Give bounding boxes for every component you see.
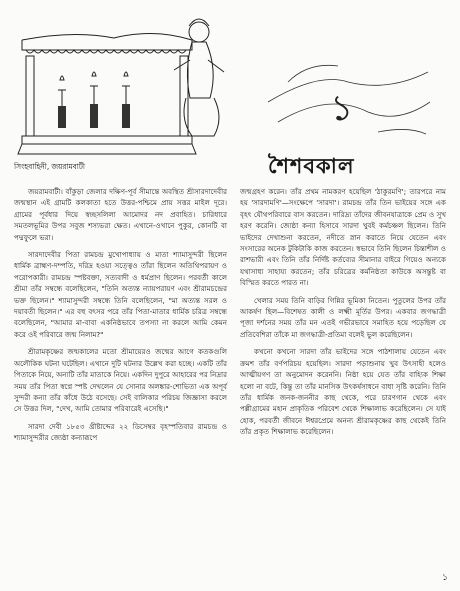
chapter-number: ১ <box>330 88 354 129</box>
right-column <box>240 186 446 444</box>
paragraph: জন্মগ্রহণ করেন। তাঁর প্রথম নামকরণ হয়েছিল 'ঠাকুরমণি'; তারপরে নাম হয় 'সারদামণি'—সংক্ষেপে 'সারদা'। রামচন্দ্র তাঁর তিন ভাইয়ের সঙ্গে এক বৃহৎ যৌথপরিবারে বাস করতেন। দারিদ্র্য তাঁদের জীবনযাত্রাকে প্রেম ও সুখ হরণ করেনি। জ্যেষ্ঠা কন্যা হিসাবে সারদা খুবই কর্মচঞ্চল ছিলেন। তিনি ভাইদের দেখাশুনা করতেন, নদীতে স্নান করাতে নিয়ে যেতেন এবং সংসারের অনেক টুকিটাকি কাজ করতেন। স্বভাবে তিনি ছিলেন চিন্তাশীল ও রাশভারী এবং তিনি তাঁর নির্দিষ্ট কর্তব্যের সীমানার বাইরে গিয়েও অন্যকে যথাসাধ্য সাহায্য করতেন; তাঁর চরিত্রের কর্মনিষ্ঠতা কাউকে অসন্তুষ্ট বা বিস্মিত করতে পারত না। <box>240 187 446 288</box>
paragraph: শ্রীরামকৃষ্ণের জন্মকালের মতো শ্রীমায়েরও জন্মের আগে কতকগুলি অলৌকিক ঘটনা ঘটেছিল। এখানে দুটি ঘটনার উল্লেখ করা হচ্ছে। একটি তাঁর পিতাকে নিয়ে, অন্যটি তাঁর মাতাকে নিয়ে। একদিন দুপুরে আহারের পর নিদ্রার সময় তাঁর পিতা স্বপ্নে স্পষ্ট দেখলেন যে সোনার অলঙ্কার-শোভিতা এক অপূর্ব সুন্দরী কন্যা তাঁর কাঁধে উঠে বসেছে। সেই বালিকার পরিচয় জিজ্ঞাসা করলে সে উত্তর দিল, "দেখ, আমি তোমার পরিবারেই এসেছি।" <box>14 347 227 414</box>
shrine-illustration <box>14 10 232 160</box>
left-column <box>14 186 227 450</box>
paragraph: সারদাদেবীর পিতা রামচন্দ্র মুখোপাধ্যায় ও মাতা শ্যামাসুন্দরী ছিলেন ধার্মিক ব্রাহ্মণ-দম্পতি, দরিদ্র হওয়া সত্ত্বেও তাঁরা ছিলেন অতিথিপরায়ণ ও পরোপকারী। রামচন্দ্র স্পষ্টবক্তা, সত্যবাদী ও ধর্মপ্রাণ ছিলেন। পরবর্তী কালে শ্রীমা তাঁর সম্বন্ধে বলেছিলেন, "তিনি অত্যন্ত ন্যায়পরায়ণ এবং শ্রীরামচন্দ্রের ভক্ত ছিলেন।" শ্যামাসুন্দরী সম্বন্ধে তিনি বলেছিলেন, "মা অত্যন্ত সরল ও দয়াবতী ছিলেন।" এর বহু বৎসর পরে তাঁর পিতা-মাতার ধার্মিক চরিত্র সম্বন্ধে বলেছিলেন, "আমার মা-বাবা একনিষ্ঠভাবে তপস্যা না করলে আমি কেমন করে ওই পরিবারে জন্ম নিলাম?" <box>14 250 227 339</box>
chapter-number-ornament <box>258 52 438 152</box>
paragraph: জয়রামবাটী। বাঁকুড়া জেলার দক্ষিণ-পূর্ব সীমান্তে অবস্থিত শ্রীসারদাদেবীর জন্মস্থান এই গ্রামটি কলকাতা হতে উত্তর-পশ্চিমে প্রায় সত্তর মাইল দূরে। গ্রামের পূর্বধার দিয়ে স্বচ্ছসলিলা আমোদর নদ প্রবাহিত। চারিধারে সমতলভূমির উপর সবুজ শস্যভরা ক্ষেত। এখানে-ওখানে পুকুর, কোনটি বা পদ্মফুলে ভরা। <box>14 187 227 242</box>
illustration-caption: সিংহবাহিনী, জয়রামবাটী <box>14 162 85 171</box>
paragraph: সারদা দেবী ১৮৫৩ খ্রীষ্টাব্দের ২২ ডিসেম্বর বৃহস্পতিবার রামচন্দ্র ও শ্যামাসুন্দরীর জ্যেষ্ঠা কন্যারূপে <box>14 421 227 443</box>
paragraph: খেলার সময় তিনি বাড়ির গিন্নির ভূমিকা নিতেন। পুতুলের উপর তাঁর আকর্ষণ ছিল—বিশেষত কালী ও লক্ষ্মী মূর্তির উপর। একবার জগদ্ধাত্রী পূজা দর্শনের সময় তাঁর মন এতই গভীরভাবে সমাহিত হয়ে পড়েছিল যে প্রতিবেশিরা তাঁকে মা জগদ্ধাত্রী-প্রতিমা বলেই ভুল করেছিলেন। <box>240 295 446 339</box>
page-number: ১ <box>442 573 448 583</box>
paragraph: কখনো কখনো সারদা তাঁর ভাইদের সঙ্গে পাঠশালায় যেতেন এবং ক্রমশ তাঁর বর্ণপরিচয় হয়েছিল। সারদা পড়াশুনায় খুব উৎসাহী হলেও আত্মীয়গণ তা অনুমোদন করেননি। নিষ্ঠা হয়ে যেত তাঁর বাহ্যিক শিক্ষা হলো না বটে, কিন্তু তা তাঁর মানসিক উৎকর্ষসাধনে বাধা সৃষ্টি করেনি। তিনি তাঁর ধার্মিক জনক-জননীর কাছ থেকে, পরে চারণগান থেকে এবং পল্লীগ্রামের মহান প্রাকৃতিক পরিবেশ থেকে শিক্ষালাভ করেছিলেন। সে যাই হোক, পরবর্তী জীবনে ঈশ্বরপ্রেমে অনন্য শ্রীরামকৃষ্ণের কাছ থেকেই তিনি তাঁর প্রকৃত শিক্ষালাভ করেছিলেন। <box>240 347 446 437</box>
chapter-title: শৈশবকাল <box>268 153 355 178</box>
